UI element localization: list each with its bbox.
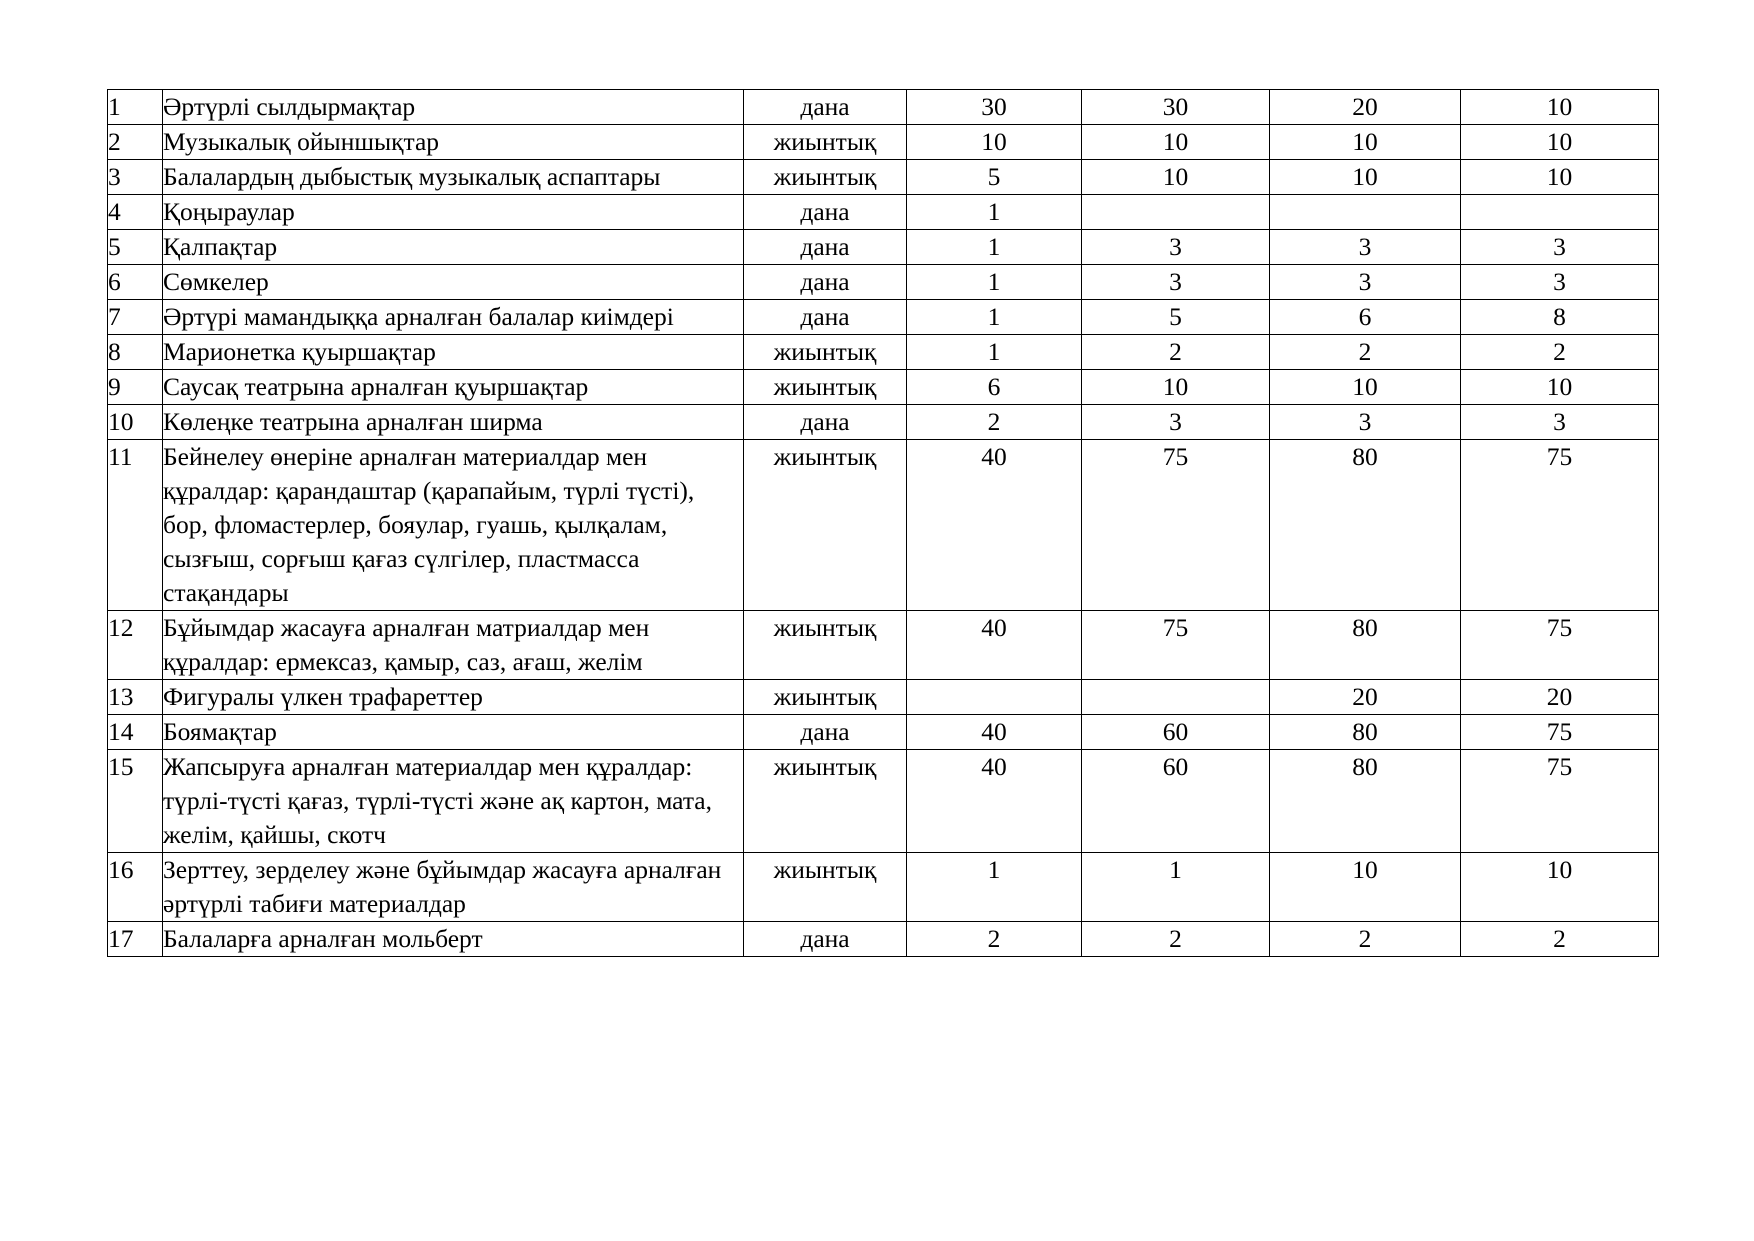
quantity-3: 10: [1270, 160, 1461, 195]
quantity-2: 3: [1082, 230, 1270, 265]
table-row: [108, 265, 1659, 300]
item-name: Бұйымдар жасауға арналған матриалдар мен құралдар: ермексаз, қамыр, саз, ағаш, желім: [163, 611, 744, 680]
quantity-4: 2: [1461, 922, 1659, 957]
unit-of-measure: дана: [744, 230, 907, 265]
quantity-4: 75: [1461, 611, 1659, 680]
unit-of-measure: дана: [744, 195, 907, 230]
quantity-4: 3: [1461, 265, 1659, 300]
item-name: Көлеңке театрына арналған ширма: [163, 405, 744, 440]
table-row: [108, 611, 1659, 680]
table-row: [108, 440, 1659, 611]
quantity-2: 3: [1082, 265, 1270, 300]
quantity-3: 10: [1270, 853, 1461, 922]
unit-of-measure: жиынтық: [744, 440, 907, 611]
quantity-1: 1: [907, 230, 1082, 265]
quantity-3: 10: [1270, 370, 1461, 405]
quantity-1: 1: [907, 335, 1082, 370]
table-row: [108, 680, 1659, 715]
quantity-4: 75: [1461, 440, 1659, 611]
unit-of-measure: жиынтық: [744, 611, 907, 680]
table-row: [108, 405, 1659, 440]
quantity-4: 10: [1461, 125, 1659, 160]
quantity-2: 75: [1082, 440, 1270, 611]
quantity-2: [1082, 680, 1270, 715]
quantity-4: [1461, 195, 1659, 230]
row-number: 10: [108, 405, 163, 440]
row-number: 14: [108, 715, 163, 750]
table-body: [108, 90, 1659, 957]
quantity-2: 1: [1082, 853, 1270, 922]
unit-of-measure: дана: [744, 265, 907, 300]
quantity-1: 30: [907, 90, 1082, 125]
row-number: 2: [108, 125, 163, 160]
table-row: [108, 370, 1659, 405]
quantity-3: 80: [1270, 611, 1461, 680]
row-number: 7: [108, 300, 163, 335]
row-number: 11: [108, 440, 163, 611]
quantity-3: 80: [1270, 715, 1461, 750]
item-name: Балаларға арналған мольберт: [163, 922, 744, 957]
row-number: 17: [108, 922, 163, 957]
equipment-table: [107, 89, 1659, 957]
quantity-2: 2: [1082, 335, 1270, 370]
item-name: Қоңыраулар: [163, 195, 744, 230]
unit-of-measure: жиынтық: [744, 853, 907, 922]
quantity-3: 80: [1270, 750, 1461, 853]
quantity-1: 1: [907, 195, 1082, 230]
row-number: 13: [108, 680, 163, 715]
quantity-3: 20: [1270, 680, 1461, 715]
quantity-1: 10: [907, 125, 1082, 160]
row-number: 15: [108, 750, 163, 853]
row-number: 12: [108, 611, 163, 680]
item-name: Балалардың дыбыстық музыкалық аспаптары: [163, 160, 744, 195]
quantity-2: 30: [1082, 90, 1270, 125]
row-number: 1: [108, 90, 163, 125]
item-name: Әртүрлі сылдырмақтар: [163, 90, 744, 125]
row-number: 9: [108, 370, 163, 405]
quantity-4: 10: [1461, 853, 1659, 922]
item-name: Қалпақтар: [163, 230, 744, 265]
table-row: [108, 90, 1659, 125]
quantity-1: 40: [907, 715, 1082, 750]
unit-of-measure: жиынтық: [744, 680, 907, 715]
quantity-3: [1270, 195, 1461, 230]
item-name: Зерттеу, зерделеу және бұйымдар жасауға арналған әртүрлі табиғи материалдар: [163, 853, 744, 922]
quantity-3: 2: [1270, 335, 1461, 370]
quantity-1: 2: [907, 405, 1082, 440]
quantity-3: 3: [1270, 405, 1461, 440]
item-name: Музыкалық ойыншықтар: [163, 125, 744, 160]
quantity-3: 3: [1270, 265, 1461, 300]
quantity-4: 3: [1461, 405, 1659, 440]
quantity-3: 2: [1270, 922, 1461, 957]
unit-of-measure: жиынтық: [744, 750, 907, 853]
quantity-1: 40: [907, 750, 1082, 853]
quantity-4: 75: [1461, 750, 1659, 853]
quantity-1: [907, 680, 1082, 715]
quantity-4: 2: [1461, 335, 1659, 370]
quantity-3: 3: [1270, 230, 1461, 265]
quantity-1: 2: [907, 922, 1082, 957]
quantity-2: [1082, 195, 1270, 230]
quantity-4: 75: [1461, 715, 1659, 750]
quantity-2: 10: [1082, 370, 1270, 405]
quantity-4: 10: [1461, 370, 1659, 405]
row-number: 8: [108, 335, 163, 370]
unit-of-measure: жиынтық: [744, 335, 907, 370]
quantity-2: 60: [1082, 715, 1270, 750]
quantity-1: 6: [907, 370, 1082, 405]
quantity-3: 20: [1270, 90, 1461, 125]
item-name: Боямақтар: [163, 715, 744, 750]
quantity-4: 10: [1461, 160, 1659, 195]
unit-of-measure: жиынтық: [744, 160, 907, 195]
quantity-2: 10: [1082, 125, 1270, 160]
quantity-4: 3: [1461, 230, 1659, 265]
unit-of-measure: жиынтық: [744, 125, 907, 160]
item-name: Саусақ театрына арналған қуыршақтар: [163, 370, 744, 405]
unit-of-measure: дана: [744, 715, 907, 750]
quantity-4: 10: [1461, 90, 1659, 125]
quantity-1: 5: [907, 160, 1082, 195]
table-row: [108, 160, 1659, 195]
quantity-1: 1: [907, 853, 1082, 922]
quantity-2: 3: [1082, 405, 1270, 440]
row-number: 6: [108, 265, 163, 300]
item-name: Сөмкелер: [163, 265, 744, 300]
table-row: [108, 750, 1659, 853]
quantity-2: 2: [1082, 922, 1270, 957]
quantity-1: 1: [907, 300, 1082, 335]
quantity-1: 40: [907, 611, 1082, 680]
item-name: Жапсыруға арналған материалдар мен құралдар: түрлі-түсті қағаз, түрлі-түсті және ақ картон, мата, желім, қайшы, скотч: [163, 750, 744, 853]
row-number: 3: [108, 160, 163, 195]
item-name: Фигуралы үлкен трафареттер: [163, 680, 744, 715]
unit-of-measure: дана: [744, 922, 907, 957]
quantity-2: 10: [1082, 160, 1270, 195]
quantity-3: 6: [1270, 300, 1461, 335]
quantity-4: 20: [1461, 680, 1659, 715]
item-name: Әртүрі мамандыққа арналған балалар киімдері: [163, 300, 744, 335]
quantity-1: 40: [907, 440, 1082, 611]
table-row: [108, 300, 1659, 335]
table-row: [108, 230, 1659, 265]
row-number: 4: [108, 195, 163, 230]
quantity-4: 8: [1461, 300, 1659, 335]
quantity-2: 5: [1082, 300, 1270, 335]
table-row: [108, 195, 1659, 230]
table-row: [108, 125, 1659, 160]
table-row: [108, 922, 1659, 957]
quantity-3: 80: [1270, 440, 1461, 611]
quantity-3: 10: [1270, 125, 1461, 160]
table-row: [108, 853, 1659, 922]
unit-of-measure: жиынтық: [744, 370, 907, 405]
item-name: Бейнелеу өнеріне арналған материалдар мен құралдар: қарандаштар (қарапайым, түрлі түсті), бор, фломастерлер, бояулар, гуашь, қылқалам, сызғыш, сорғыш қағаз сүлгілер, пластмасса стақандары: [163, 440, 744, 611]
table-row: [108, 335, 1659, 370]
row-number: 5: [108, 230, 163, 265]
quantity-2: 75: [1082, 611, 1270, 680]
unit-of-measure: дана: [744, 405, 907, 440]
row-number: 16: [108, 853, 163, 922]
table-row: [108, 715, 1659, 750]
item-name: Марионетка қуыршақтар: [163, 335, 744, 370]
quantity-2: 60: [1082, 750, 1270, 853]
unit-of-measure: дана: [744, 90, 907, 125]
unit-of-measure: дана: [744, 300, 907, 335]
quantity-1: 1: [907, 265, 1082, 300]
